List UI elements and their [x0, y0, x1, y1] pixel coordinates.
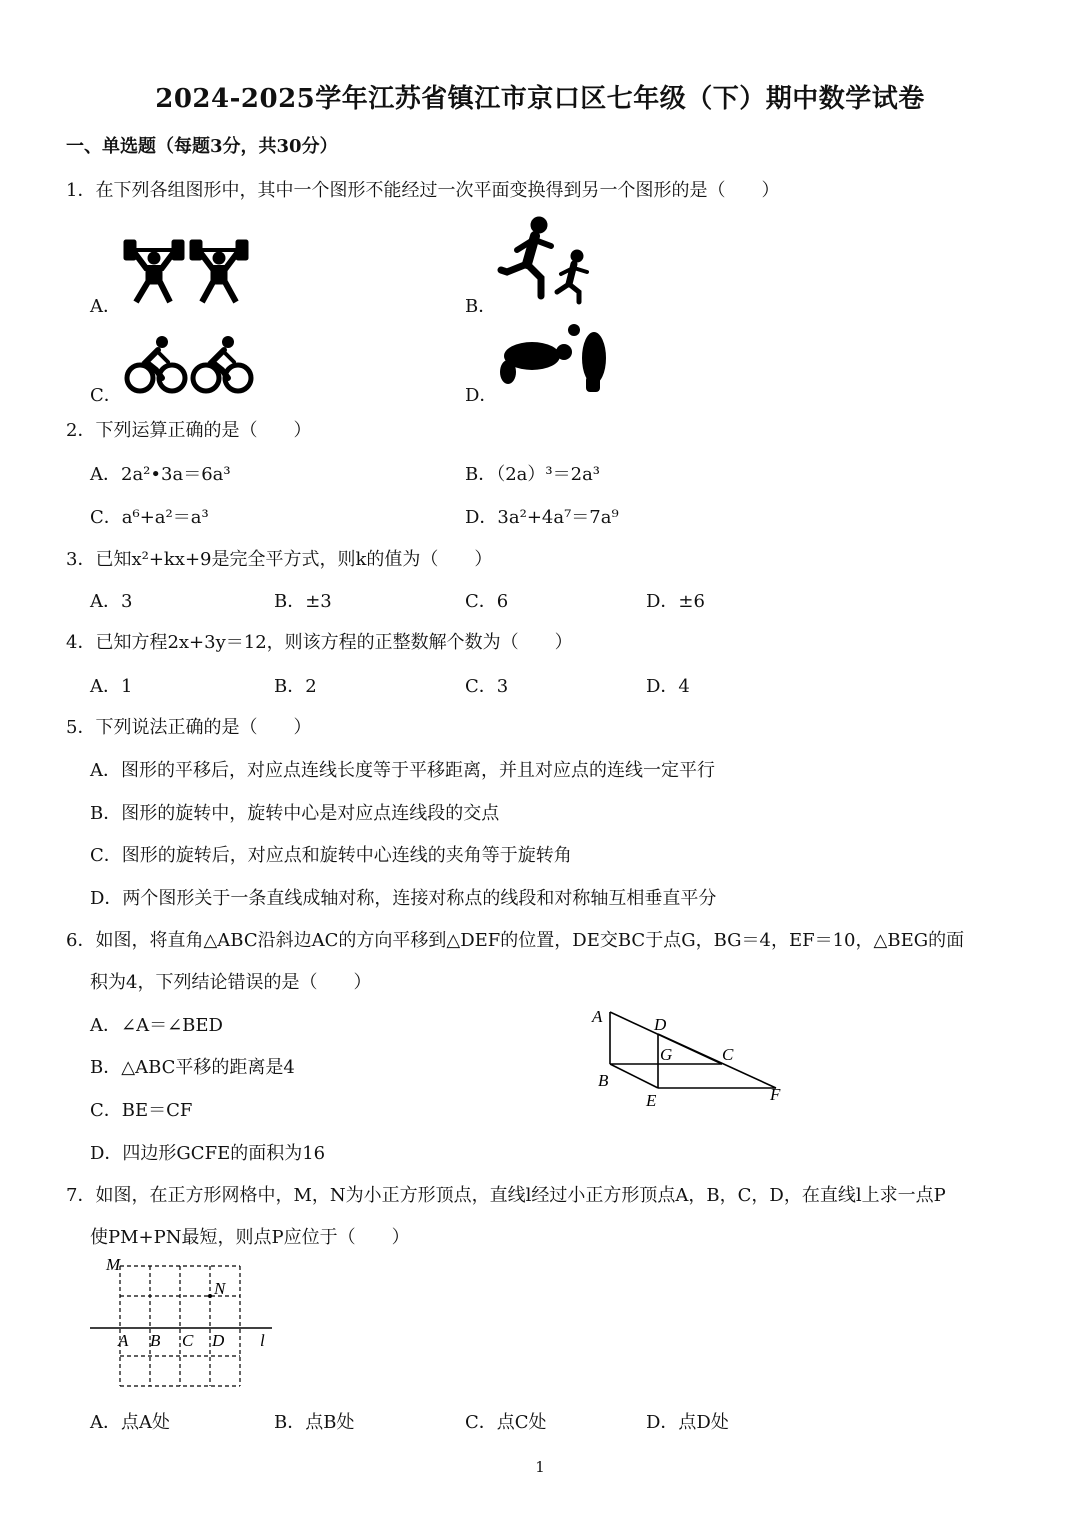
q5-option-b[interactable]: B．图形的旋转中，旋转中心是对应点连线段的交点 — [90, 803, 500, 824]
q3-option-c[interactable]: C．6 — [465, 591, 509, 612]
q1-option-d[interactable]: D． — [465, 385, 498, 406]
question-4-stem: 4．已知方程2x+3y＝12，则该方程的正整数解个数为（ ） — [66, 632, 573, 653]
fig6-label-a: A — [592, 1007, 603, 1026]
question-7-stem-line2: 使PM+PN最短，则点P应位于（ ） — [90, 1227, 410, 1248]
cyclist-icon — [122, 334, 256, 396]
runner-icon — [497, 216, 597, 308]
fig7-label-m: M — [106, 1255, 121, 1274]
q4-option-b[interactable]: B．2 — [274, 676, 317, 697]
q2-option-c[interactable]: C．a⁶+a²＝a³ — [90, 507, 209, 528]
q7-option-b[interactable]: B．点B处 — [274, 1412, 355, 1433]
q7-option-a[interactable]: A．点A处 — [90, 1412, 170, 1433]
q6-option-a[interactable]: A．∠A＝∠BED — [90, 1015, 223, 1036]
q6-option-c[interactable]: C．BE＝CF — [90, 1100, 193, 1121]
q2-option-a[interactable]: A．2a²•3a＝6a³ — [90, 464, 231, 485]
fig7-label-b: B — [150, 1331, 161, 1350]
fig6-label-d: D — [654, 1015, 667, 1034]
fig6-label-e: E — [646, 1091, 657, 1110]
q6-option-b[interactable]: B．△ABC平移的距离是4 — [90, 1057, 295, 1078]
q2-option-d[interactable]: D．3a²+4a⁷＝7a⁹ — [465, 507, 619, 528]
fig7-label-d: D — [212, 1331, 225, 1350]
q3-option-d[interactable]: D．±6 — [646, 591, 705, 612]
q2-option-b[interactable]: B．（2a）³＝2a³ — [465, 464, 601, 485]
fig6-label-c: C — [722, 1045, 734, 1064]
fig7-label-l: l — [260, 1331, 265, 1350]
fig6-label-b: B — [598, 1071, 609, 1090]
q6-option-d[interactable]: D．四边形GCFE的面积为16 — [90, 1143, 326, 1164]
fig6-label-f: F — [770, 1085, 781, 1104]
triangle-translation-figure — [586, 1004, 796, 1114]
q4-option-c[interactable]: C．3 — [465, 676, 509, 697]
question-5-stem: 5．下列说法正确的是（ ） — [66, 717, 312, 738]
fig7-label-n: N — [214, 1279, 226, 1298]
question-3-stem: 3．已知x²+kx+9是完全平方式，则k的值为（ ） — [66, 549, 493, 570]
section-heading: 一、单选题（每题3分，共30分） — [66, 136, 338, 157]
q7-option-c[interactable]: C．点C处 — [465, 1412, 547, 1433]
q5-option-a[interactable]: A．图形的平移后，对应点连线长度等于平移距离，并且对应点的连线一定平行 — [90, 760, 715, 781]
q1-option-b[interactable]: B． — [465, 296, 497, 317]
q5-option-d[interactable]: D．两个图形关于一条直线成轴对称，连接对称点的线段和对称轴互相垂直平分 — [90, 888, 717, 909]
diver-icon — [498, 322, 616, 396]
q3-option-a[interactable]: A．3 — [90, 591, 133, 612]
grid-figure — [90, 1256, 280, 1392]
fig7-label-a: A — [118, 1331, 129, 1350]
question-1-stem: 1．在下列各组图形中，其中一个图形不能经过一次平面变换得到另一个图形的是（ ） — [66, 180, 780, 201]
q7-option-d[interactable]: D．点D处 — [646, 1412, 729, 1433]
question-7-stem-line1: 7．如图，在正方形网格中，M，N为小正方形顶点，直线l经过小正方形顶点A，B，C，D，在直线l上求一点P — [66, 1185, 946, 1206]
q4-option-d[interactable]: D．4 — [646, 676, 690, 697]
fig6-label-g: G — [660, 1045, 673, 1064]
page-number: 1 — [535, 1458, 545, 1476]
q5-option-c[interactable]: C．图形的旋转后，对应点和旋转中心连线的夹角等于旋转角 — [90, 845, 572, 866]
q1-option-a[interactable]: A． — [90, 296, 121, 317]
question-2-stem: 2．下列运算正确的是（ ） — [66, 420, 312, 441]
question-6-stem-line2: 积为4，下列结论错误的是（ ） — [90, 972, 372, 993]
page-title: 2024-2025学年江苏省镇江市京口区七年级（下）期中数学试卷 — [155, 84, 925, 114]
q1-option-c[interactable]: C． — [90, 385, 122, 406]
fig7-label-c: C — [182, 1331, 194, 1350]
weightlifter-icon — [122, 234, 252, 310]
question-6-stem-line1: 6．如图，将直角△ABC沿斜边AC的方向平移到△DEF的位置，DE交BC于点G，BG＝4，EF＝10，△BEG的面 — [66, 930, 965, 951]
q4-option-a[interactable]: A．1 — [90, 676, 133, 697]
q3-option-b[interactable]: B．±3 — [274, 591, 332, 612]
